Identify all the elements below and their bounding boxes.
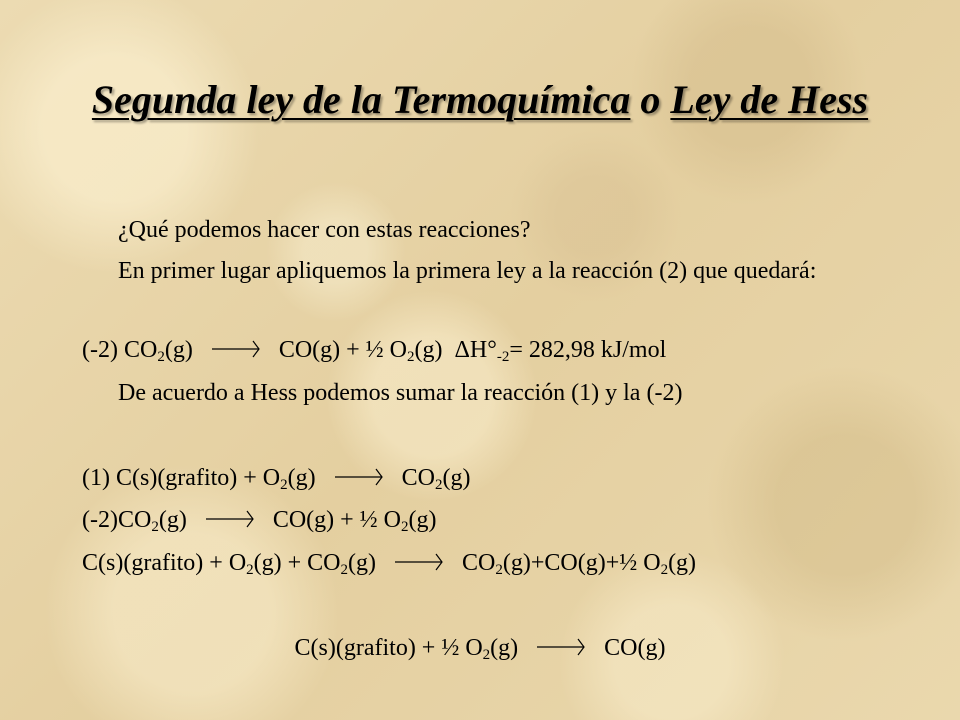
intro-text: En primer lugar apliquemos la primera ley a la reacción (2) que quedará: [118,258,817,284]
product-text: CO(g) + ½ O [278,337,408,363]
enthalpy-subscript: -2 [496,349,510,365]
equation-1 [82,464,470,492]
subscript: 2 [246,562,254,578]
reactant-text: C(s)(grafito) + O [82,550,247,576]
question-text: ¿Qué podemos hacer con estas reacciones? [118,217,531,243]
product-text: CO(g) + ½ O [272,507,402,533]
title-hess-law: Ley de Hess [670,77,869,122]
reactant-text: (-2) CO [82,337,158,363]
subscript: 2 [157,349,165,365]
subscript: 2 [482,647,491,663]
subscript: 2 [340,562,349,578]
subscript: 2 [151,519,159,535]
enthalpy-value: = 282,98 kJ/mol [509,337,667,363]
subscript: 2 [434,477,443,493]
reactant-state: (g) [164,337,193,363]
reactant-text: (1) C(s)(grafito) + O [82,465,281,491]
enthalpy-label: ΔH° [454,337,497,363]
title-second-law: Segunda ley de la Termoquímica [91,77,631,122]
reaction-arrow-icon [394,551,444,573]
product-state: (g) [414,337,443,363]
title-connector: o [630,77,671,122]
subscript: 2 [401,519,409,535]
slide-title [40,76,920,124]
product-state: (g) [442,465,471,491]
hess-text: De acuerdo a Hess podemos sumar la reacción (1) y la (-2) [118,380,683,406]
reaction-arrow-icon [211,338,261,360]
equation-minus-2 [82,506,437,534]
reactant-text: (-2)CO [82,507,152,533]
reaction-arrow-icon [334,466,384,488]
product-text: CO(g) [604,635,666,661]
subscript: 2 [660,562,669,578]
equation-sum [82,549,696,577]
reaction-arrow-icon [205,508,255,530]
reaction-minus-2 [82,336,666,364]
reaction-arrow-icon [536,636,586,658]
reactant-text: C(s)(grafito) + ½ O [294,635,483,661]
product-text: (g)+CO(g)+½ O [502,550,661,576]
subscript: 2 [495,562,503,578]
subscript: 2 [407,349,415,365]
reactant-state: (g) [490,635,519,661]
reactant-state: (g) [287,465,316,491]
product-text: CO [462,550,496,576]
product-state: (g) [668,550,697,576]
product-text: CO [401,465,435,491]
product-state: (g) [408,507,437,533]
reactant-state: (g) [158,507,187,533]
equation-final [0,634,960,662]
reactant-state: (g) [348,550,376,576]
reactant-text: (g) + CO [253,550,341,576]
subscript: 2 [280,477,288,493]
